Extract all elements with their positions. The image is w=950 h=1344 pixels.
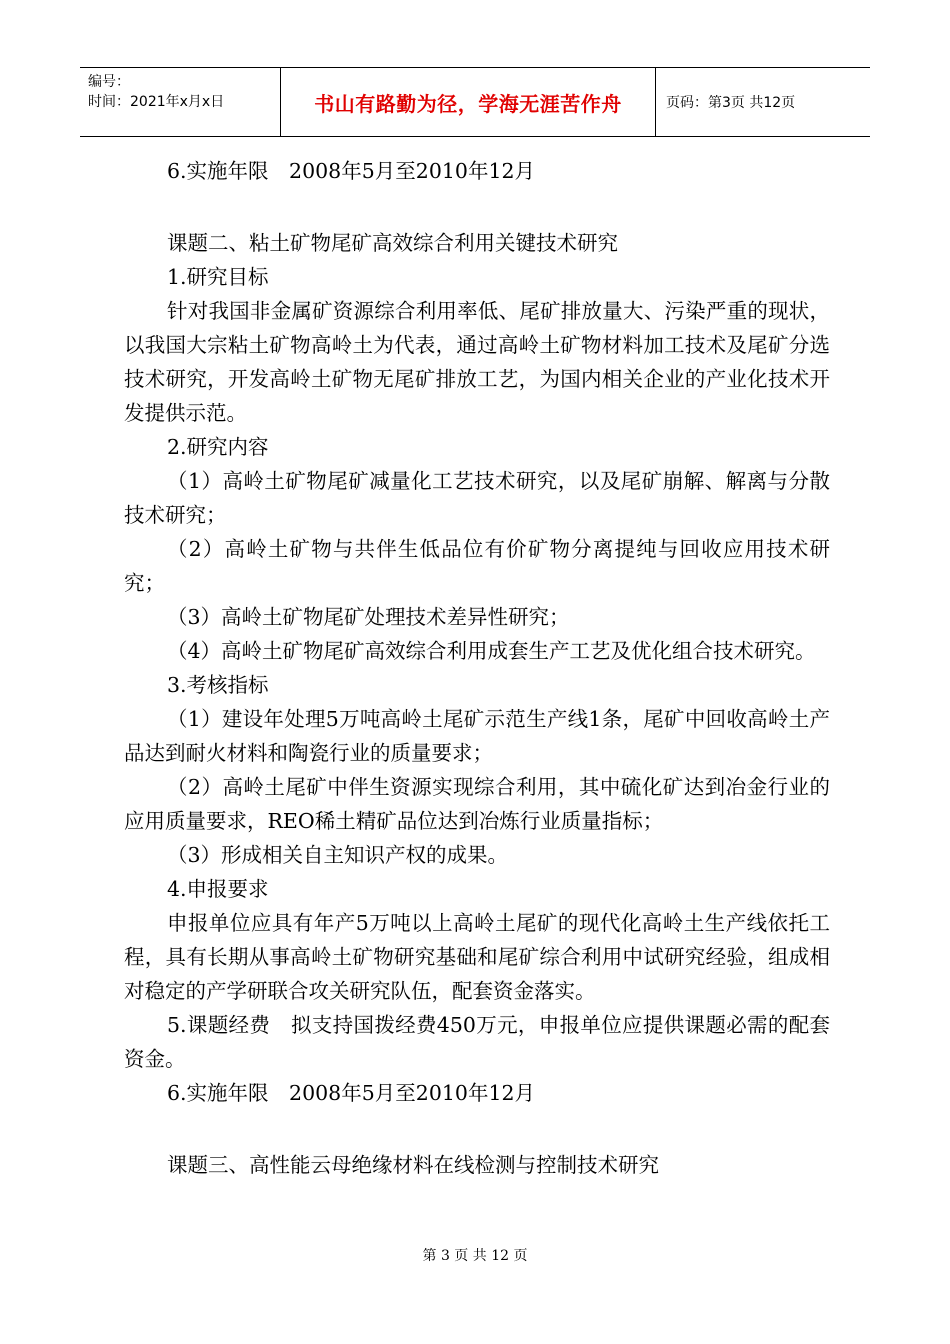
list-item: （1）高岭土矿物尾矿减量化工艺技术研究，以及尾矿崩解、解离与分散技术研究； (124, 469, 830, 527)
subsection-heading: 2.研究内容 (167, 435, 269, 459)
paragraph: 6.实施年限 2008年5月至2010年12月 (167, 159, 536, 183)
header-page-label: 页码：第3页 共12页 (666, 95, 796, 111)
paragraph: 针对我国非金属矿资源综合利用率低、尾矿排放量大、污染严重的现状，以我国大宗粘土矿物高岭土为代表，通过高岭土矿物材料加工技术及尾矿分选技术研究，开发高岭土矿物无尾矿排放工艺，为国内相关企业的产业化技术开发提供示范。 (124, 299, 830, 425)
document-header (80, 67, 870, 137)
page-footer: 第 3 页 共 12 页 (422, 1248, 528, 1264)
subsection-heading: 1.研究目标 (167, 265, 269, 289)
header-motto: 书山有路勤为径，学海无涯苦作舟 (280, 68, 656, 136)
list-item: （4）高岭土矿物尾矿高效综合利用成套生产工艺及优化组合技术研究。 (167, 639, 816, 663)
paragraph: 申报单位应具有年产5万吨以上高岭土尾矿的现代化高岭土生产线依托工程，具有长期从事高岭土矿物研究基础和尾矿综合利用中试研究经验，组成相对稳定的产学研联合攻关研究队伍，配套资金落实。 (124, 911, 830, 1003)
document-body (124, 150, 830, 1182)
document-number-label: 编号： (88, 74, 130, 90)
section-heading: 课题三、高性能云母绝缘材料在线检测与控制技术研究 (167, 1153, 659, 1177)
list-item: （1）建设年处理5万吨高岭土尾矿示范生产线1条，尾矿中回收高岭土产品达到耐火材料和陶瓷行业的质量要求； (124, 707, 830, 765)
document-date-label: 时间：2021年x月x日 (88, 94, 225, 110)
subsection-heading: 3.考核指标 (167, 673, 269, 697)
header-meta (80, 68, 280, 136)
subsection-heading: 4.申报要求 (167, 877, 269, 901)
section-heading: 课题二、粘土矿物尾矿高效综合利用关键技术研究 (167, 231, 618, 255)
list-item: （3）高岭土矿物尾矿处理技术差异性研究； (167, 605, 570, 629)
paragraph: 5.课题经费 拟支持国拨经费450万元，申报单位应提供课题必需的配套资金。 (124, 1013, 830, 1071)
list-item: （3）形成相关自主知识产权的成果。 (167, 843, 509, 867)
paragraph: 6.实施年限 2008年5月至2010年12月 (167, 1081, 536, 1105)
list-item: （2）高岭土尾矿中伴生资源实现综合利用，其中硫化矿达到冶金行业的应用质量要求，REO稀土精矿品位达到冶炼行业质量指标； (124, 775, 830, 833)
list-item: （2）高岭土矿物与共伴生低品位有价矿物分离提纯与回收应用技术研究； (124, 537, 830, 595)
